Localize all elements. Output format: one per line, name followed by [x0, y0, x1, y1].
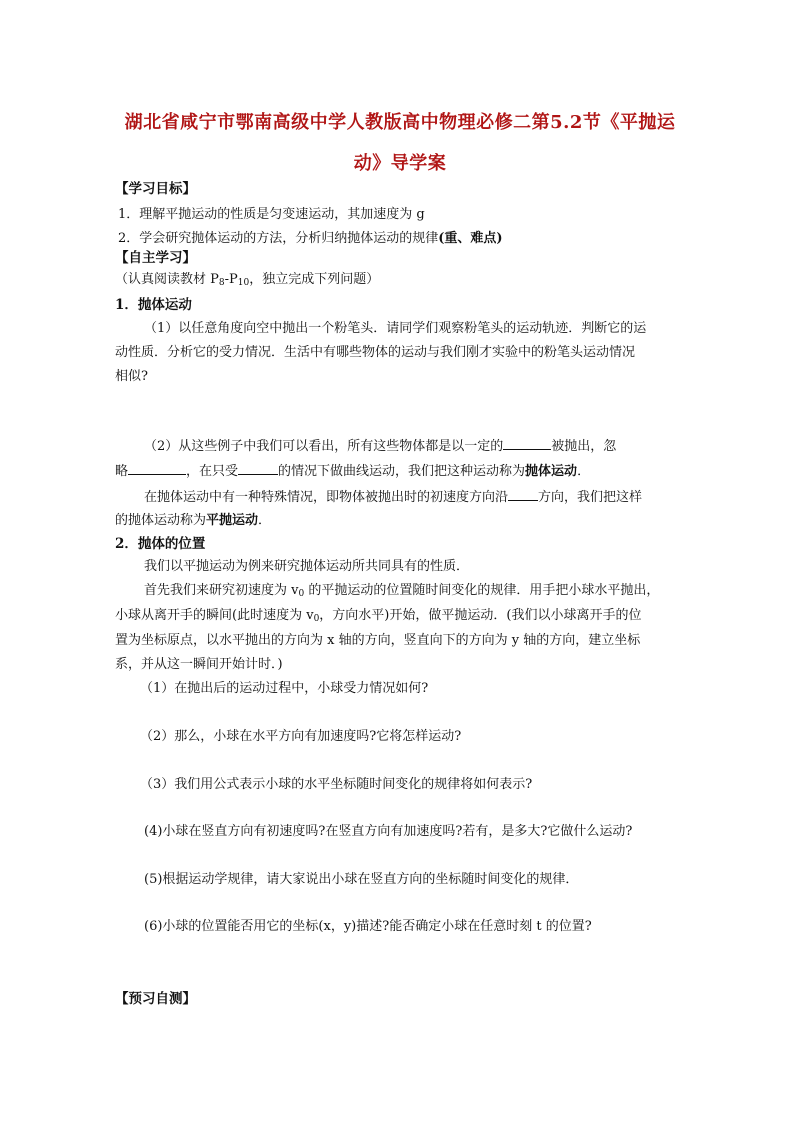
q2-text-c: 略	[115, 464, 129, 479]
section-1-paragraph-line-2	[115, 512, 271, 530]
q2-text-e: 的情况下做曲线运动，我们把这种运动称为	[278, 464, 526, 479]
learning-goal-2-text: 2．学会研究抛体运动的方法，分析归纳抛体运动的规律	[118, 231, 439, 246]
learning-goal-2	[118, 230, 503, 248]
section-2-paragraph-2-line-2	[115, 607, 641, 625]
fill-blank-direction	[508, 488, 538, 501]
section-1-question-1-line-2: 动性质．分析它的受力情况．生活中有哪些物体的运动与我们刚才实验中的粉笔头运动情况	[115, 345, 636, 360]
section-1-question-2-line-1	[144, 437, 616, 456]
section-2-heading: 2．抛体的位置	[115, 536, 206, 552]
q2-text-end: ．	[577, 464, 591, 479]
instruction-mid: -P	[224, 272, 238, 287]
q2-text-b: 被抛出，忽	[551, 439, 617, 454]
learning-goal-2-emphasis: (重、难点)	[438, 231, 503, 246]
section-1-question-1-line-3: 相似?	[115, 369, 148, 384]
term-horizontal-projectile: 平抛运动	[206, 513, 259, 528]
v0-subscript: 0	[298, 589, 305, 599]
para-text-end: ．	[258, 513, 272, 528]
section-2-paragraph-2-line-1	[144, 582, 659, 600]
para-text-b: 方向，我们把这样	[538, 490, 643, 505]
p2-text-b: 的平抛运动的位置随时间变化的规律．用手把小球水平抛出，	[304, 583, 660, 598]
learning-goal-1: 1．理解平抛运动的性质是匀变速运动，其加速度为 g	[118, 207, 425, 222]
section-1-heading: 1．抛体运动	[115, 297, 192, 313]
q2-text-a: （2）从这些例子中我们可以看出，所有这些物体都是以一定的	[144, 439, 504, 454]
section-2-question-1: （1）在抛出后的运动过程中，小球受力情况如何?	[140, 681, 429, 696]
document-title-line-1: 湖北省咸宁市鄂南高级中学人教版高中物理必修二第5.2节《平抛运	[124, 112, 676, 133]
preview-test-heading: 【预习自测】	[115, 991, 196, 1007]
self-study-heading: 【自主学习】	[115, 250, 196, 266]
v0-subscript-2: 0	[313, 614, 320, 624]
section-2-question-2: （2）那么，小球在水平方向有加速度吗?它将怎样运动?	[140, 729, 462, 744]
p2-text-c: 小球从离开手的瞬间(此时速度为 v	[115, 608, 314, 623]
section-1-paragraph-line-1	[144, 488, 642, 507]
p2-text-d: ，方向水平)开始，做平抛运动．(我们以小球离开手的位	[319, 608, 642, 623]
learning-goals-heading: 【学习目标】	[115, 181, 196, 197]
section-2-question-4: (4)小球在竖直方向有初速度吗?在竖直方向有加速度吗?若有，是多大?它做什么运动?	[144, 824, 633, 839]
p2-text-a: 首先我们来研究初速度为 v	[144, 583, 299, 598]
section-1-question-2-line-2	[115, 462, 590, 481]
section-1-question-1-line-1: （1）以任意角度向空中抛出一个粉笔头．请同学们观察粉笔头的运动轨迹．判断它的运	[144, 321, 647, 336]
page-start-subscript: 8	[218, 278, 225, 288]
section-2-question-3: （3）我们用公式表示小球的水平坐标随时间变化的规律将如何表示?	[140, 777, 533, 792]
instruction-prefix: （认真阅读教材 P	[115, 272, 219, 287]
fill-blank-force	[238, 462, 278, 475]
fill-blank-ignore	[128, 462, 186, 475]
document-title-line-2: 动》导学案	[353, 153, 447, 174]
self-study-instruction	[115, 271, 379, 289]
section-2-question-5: (5)根据运动学规律，请大家说出小球在竖直方向的坐标随时间变化的规律．	[144, 872, 579, 887]
instruction-suffix: ，独立完成下列问题）	[249, 272, 380, 287]
para-text-c: 的抛体运动称为	[115, 513, 207, 528]
q2-text-d: ，在只受	[186, 464, 239, 479]
section-2-question-6: (6)小球的位置能否用它的坐标(x，y)描述?能否确定小球在任意时刻 t 的位置?	[144, 919, 592, 934]
page-end-subscript: 10	[237, 278, 250, 288]
section-2-paragraph-2-line-4: 系，并从这一瞬间开始计时．)	[115, 657, 283, 672]
section-2-paragraph-1: 我们以平抛运动为例来研究抛体运动所共同具有的性质．	[144, 559, 470, 574]
fill-blank-initial-speed	[503, 437, 551, 450]
para-text-a: 在抛体运动中有一种特殊情况，即物体被抛出时的初速度方向沿	[144, 490, 509, 505]
section-2-paragraph-2-line-3: 置为坐标原点，以水平抛出的方向为 x 轴的方向，竖直向下的方向为 y 轴的方向，建立坐标	[115, 633, 641, 648]
term-projectile-motion: 抛体运动	[525, 464, 578, 479]
